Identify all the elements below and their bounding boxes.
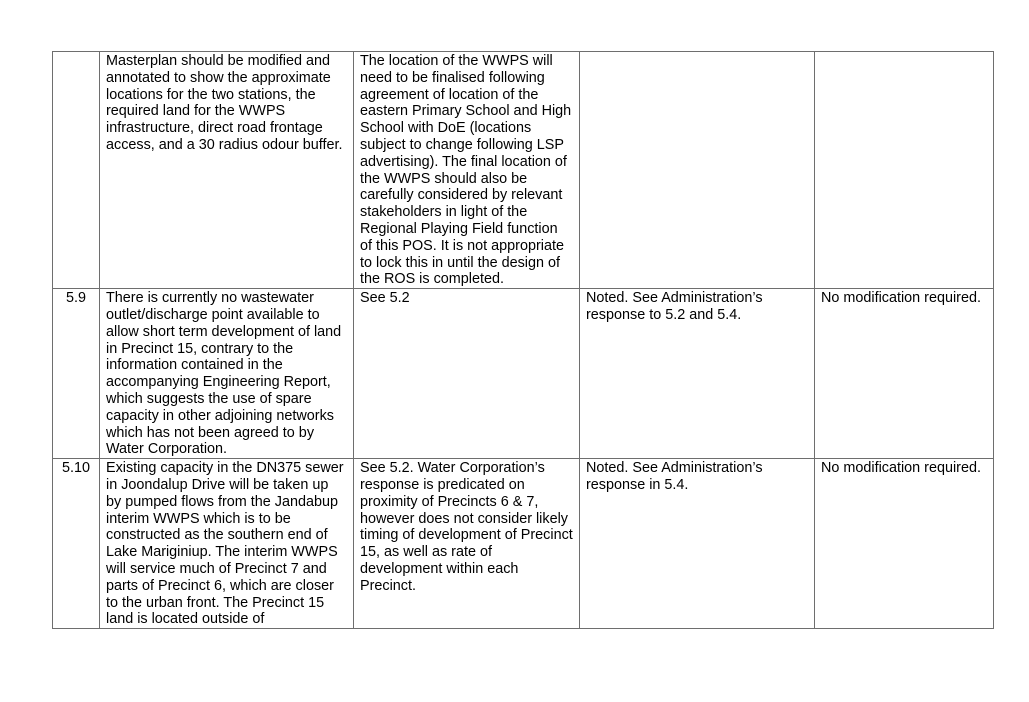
submission-cell: Masterplan should be modified and annotated to show the approximate locations for the two stations, the required land for the WWPS infrastructure, direct road frontage access, and a 30 radius odour buffer. [100,52,354,289]
administration-response-cell: Noted. See Administration’s response to 5.2 and 5.4. [580,289,815,459]
table-row [53,289,994,459]
item-number-cell: 5.10 [53,459,100,629]
comment-cell: See 5.2. Water Corporation’s response is predicated on proximity of Precincts 6 & 7, however does not consider likely timing of development of Precinct 15, as well as rate of development within each Precinct. [354,459,580,629]
table-row [53,459,994,629]
comment-cell: See 5.2 [354,289,580,459]
recommendation-cell: No modification required. [815,289,994,459]
submission-cell: There is currently no wastewater outlet/discharge point available to allow short term development of land in Precinct 15, contrary to the information contained in the accompanying Engineering Report, which suggests the use of spare capacity in other adjoining networks which has not been agreed to by Water Corporation. [100,289,354,459]
administration-response-cell [580,52,815,289]
comment-cell: The location of the WWPS will need to be finalised following agreement of location of the eastern Primary School and High School with DoE (locations subject to change following LSP advertising). The final location of the WWPS should also be carefully considered by relevant stakeholders in light of the Regional Playing Field function of this POS. It is not appropriate to lock this in until the design of the ROS is completed. [354,52,580,289]
item-number-cell [53,52,100,289]
administration-response-cell: Noted. See Administration’s response in 5.4. [580,459,815,629]
recommendation-cell [815,52,994,289]
item-number-cell: 5.9 [53,289,100,459]
table-row [53,52,994,289]
submission-cell: Existing capacity in the DN375 sewer in Joondalup Drive will be taken up by pumped flows from the Jandabup interim WWPS which is to be constructed as the southern end of Lake Mariginiup. The interim WWPS will service much of Precinct 7 and parts of Precinct 6, which are closer to the urban front. The Precinct 15 land is located outside of [100,459,354,629]
submissions-table [52,51,994,629]
recommendation-cell: No modification required. [815,459,994,629]
